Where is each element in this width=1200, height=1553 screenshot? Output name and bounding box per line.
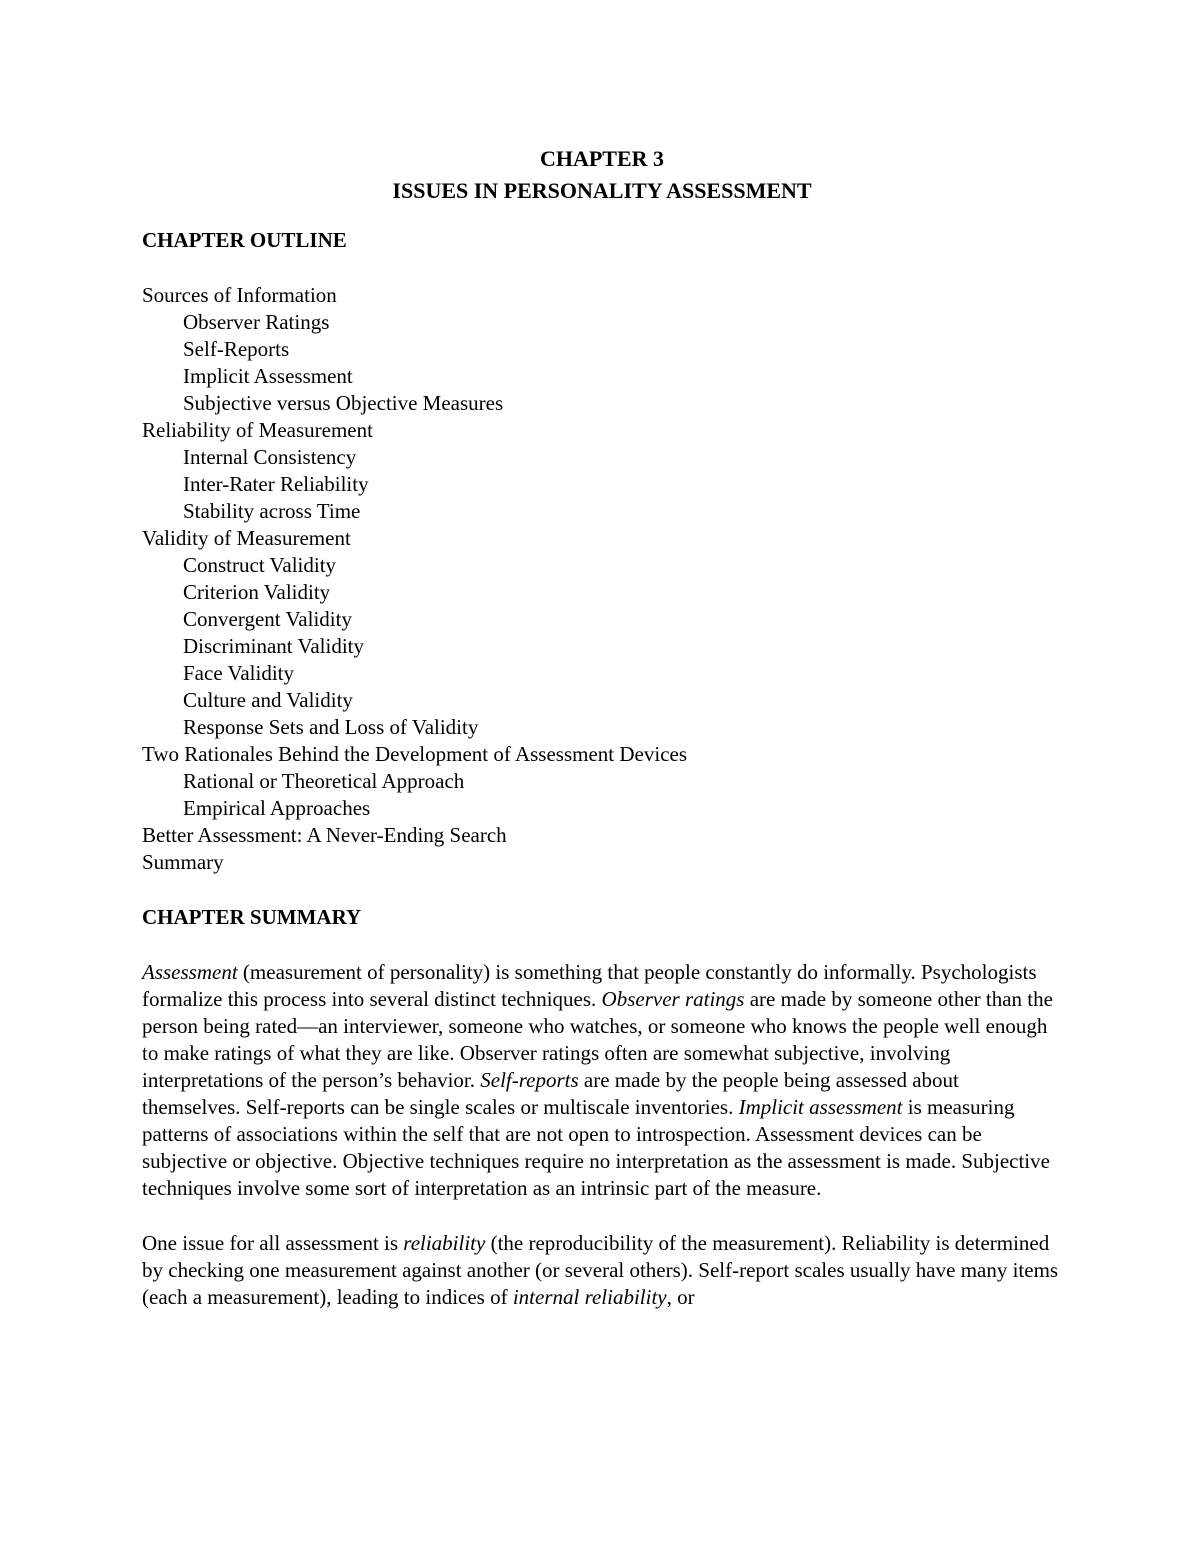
italic-term: Implicit assessment [738,1095,903,1119]
outline-subsection: Discriminant Validity [183,634,365,658]
text-run: is measuring patterns of associations within the self that are not open to introspection. Assessment devices can be subjective or objective. Objective techniques require no interpretation as the assessment is made. Subjective techniques involve some sort of interpretation as an intrinsic part of the measure. [142,1095,1050,1200]
outline-subsection: Criterion Validity [183,580,331,604]
outline-section: Better Assessment: A Never-Ending Search [142,823,507,847]
outline-section: Sources of Information [142,283,337,307]
summary-paragraph [142,1230,1062,1311]
outline-subsection: Subjective versus Objective Measures [183,391,504,415]
italic-term: Observer ratings [601,987,745,1011]
italic-term: internal reliability [512,1285,667,1309]
text-run: (the reproducibility of the measurement). Reliability is determined by checking one measurement against another (or several others). Self-report scales usually have many items (each a measurement), leading to indices of [142,1231,1059,1309]
italic-term: reliability [403,1231,486,1255]
summary-heading: CHAPTER SUMMARY [142,905,362,929]
chapter-title: ISSUES IN PERSONALITY ASSESSMENT [392,178,812,203]
outline-subsection: Rational or Theoretical Approach [183,769,465,793]
text-run: One issue for all assessment is [142,1231,404,1255]
text-run: are made by someone other than the person being rated—an interviewer, someone who watches, or someone who knows the people well enough to make ratings of what they are like. Observer ratings often are somewhat subjective, involving interpretations of the person’s behavior. [142,987,1053,1092]
outline-subsection: Response Sets and Loss of Validity [183,715,479,739]
text-run: (measurement of personality) is something that people constantly do informally. Psychologists formalize this process into several distinct techniques. [142,960,1037,1011]
outline-subsection: Self-Reports [183,337,290,361]
outline-subsection: Observer Ratings [183,310,330,334]
text-run: , or [666,1285,695,1309]
outline-subsection: Inter-Rater Reliability [183,472,369,496]
chapter-number: CHAPTER 3 [539,146,665,171]
outline-section: Reliability of Measurement [142,418,373,442]
summary-paragraph [142,959,1062,1202]
outline-section: Two Rationales Behind the Development of Assessment Devices [142,742,688,766]
outline-section: Summary [142,850,224,874]
text-run: are made by the people being assessed about themselves. Self-reports can be single scales or multiscale inventories. [142,1068,959,1119]
outline-subsection: Culture and Validity [183,688,353,712]
outline-subsection: Stability across Time [183,499,361,523]
summary-body [142,959,1062,1311]
outline-section: Validity of Measurement [142,526,351,550]
outline-subsection: Convergent Validity [183,607,352,631]
outline-subsection: Face Validity [183,661,295,685]
italic-term: Assessment [142,960,238,984]
italic-term: Self-reports [480,1068,579,1092]
outline-heading: CHAPTER OUTLINE [142,228,347,252]
outline-subsection: Internal Consistency [183,445,357,469]
outline-subsection: Construct Validity [183,553,337,577]
outline-subsection: Empirical Approaches [183,796,371,820]
document-page [142,143,1062,1311]
outline-subsection: Implicit Assessment [183,364,353,388]
chapter-outline-list [142,282,1062,876]
